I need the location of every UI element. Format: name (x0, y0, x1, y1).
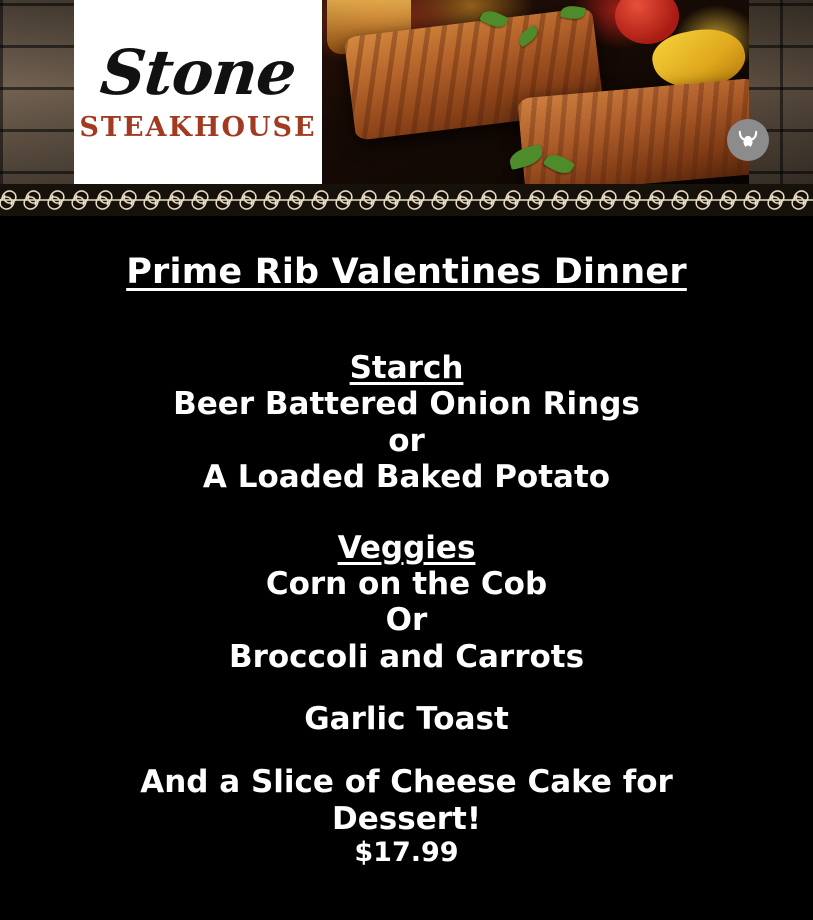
menu-section-veggies (0, 530, 813, 676)
menu-option: Corn on the Cob (265, 565, 548, 602)
menu-option: Beer Battered Onion Rings (173, 386, 640, 422)
menu-option-separator: or (388, 422, 425, 459)
spacer (0, 675, 813, 701)
page-title: Prime Rib Valentines Dinner (126, 252, 687, 292)
price: $17.99 (354, 837, 459, 869)
menu-option-separator: Or (385, 602, 428, 639)
decorative-scroll-border (0, 184, 813, 216)
dessert-line-1: And a Slice of Cheese Cake for (140, 764, 673, 801)
dessert-line-2: Dessert! (332, 800, 481, 837)
bull-icon[interactable] (727, 119, 769, 161)
logo-name-bottom: STEAKHOUSE (79, 111, 317, 143)
section-heading: Veggies (337, 529, 476, 566)
logo-name-top: Stone (97, 35, 300, 109)
spacer (0, 292, 813, 350)
menu-body (0, 216, 813, 869)
spacer (0, 496, 813, 530)
logo-card (74, 0, 322, 184)
menu-option: Broccoli and Carrots (228, 638, 585, 675)
spacer (0, 738, 813, 764)
section-heading: Starch (349, 350, 464, 386)
menu-option: A Loaded Baked Potato (202, 459, 611, 496)
steak-photo (321, 0, 749, 184)
header-banner (0, 0, 813, 216)
menu-section-starch (0, 350, 813, 496)
menu-item-garlic-toast: Garlic Toast (304, 701, 509, 738)
